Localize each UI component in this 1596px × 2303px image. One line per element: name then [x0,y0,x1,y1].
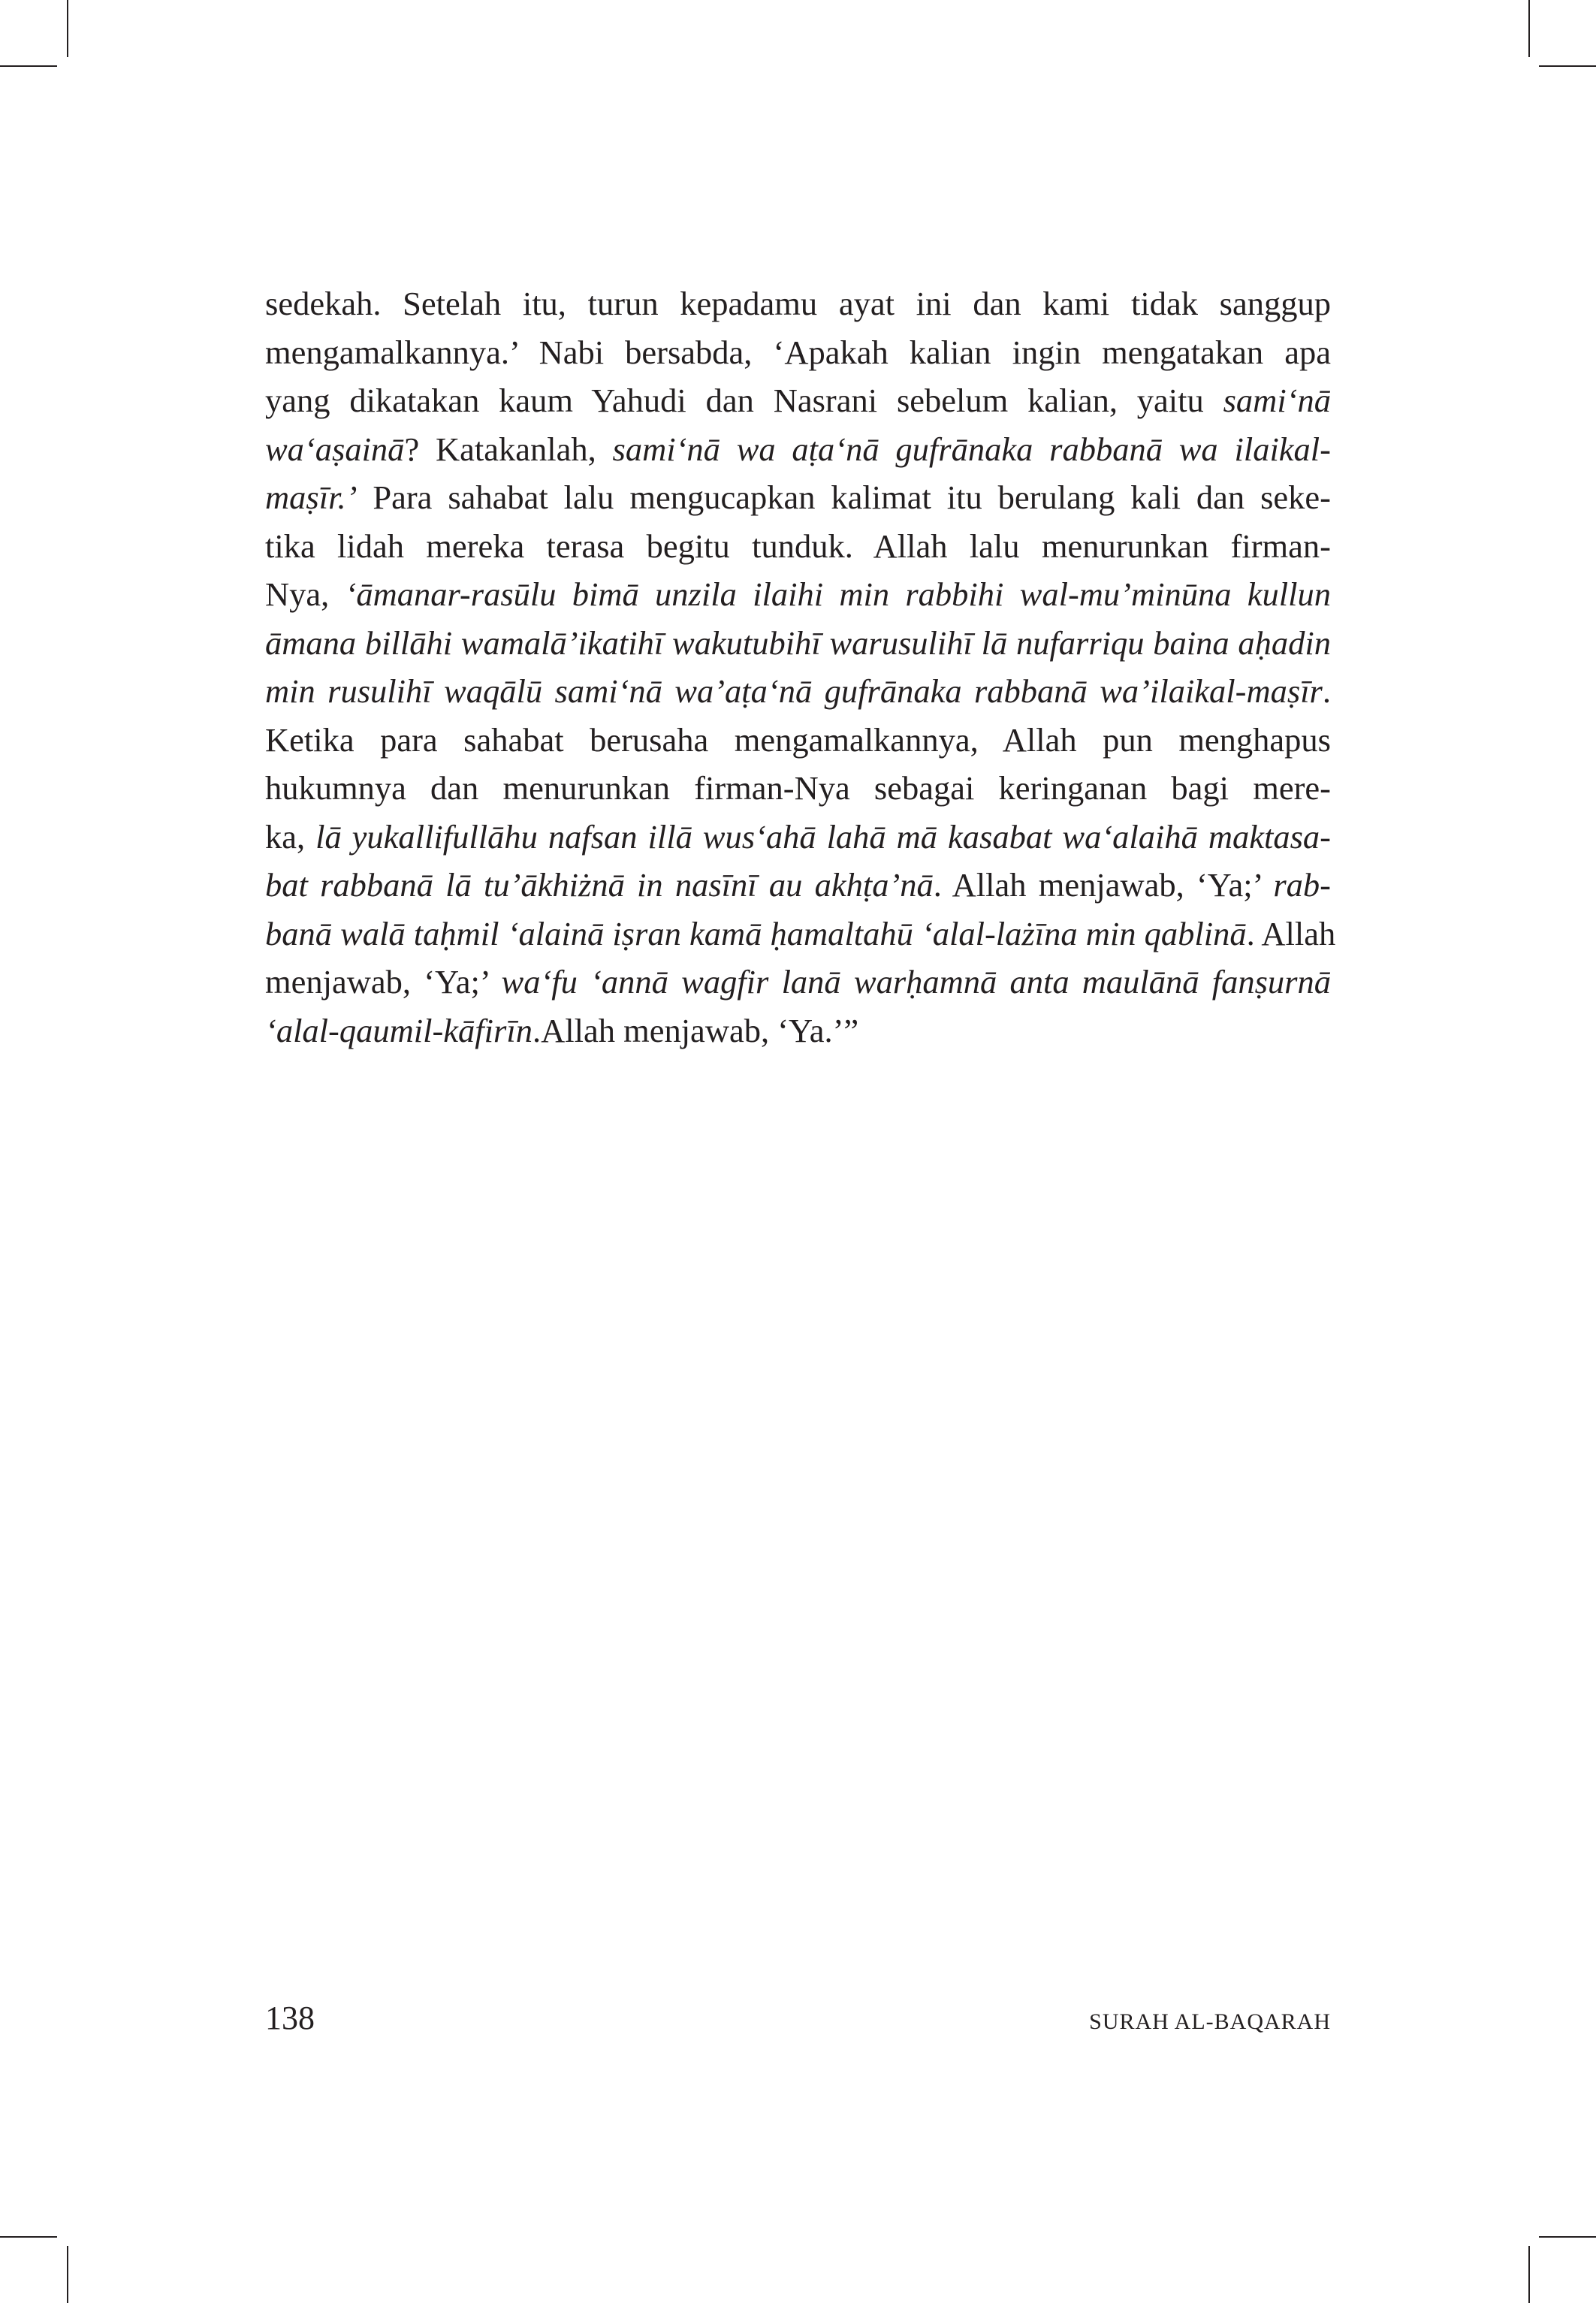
text-line [265,570,1331,619]
text-run: sedekah. Setelah itu, turun kepadamu ayat ini dan kami tidak sanggup [265,285,1331,322]
text-line [265,764,1331,813]
crop-mark-top-left-horizontal [0,65,57,67]
crop-mark-bottom-right-vertical [1528,2246,1530,2303]
text-line [265,667,1331,716]
text-run: Ketika para sahabat berusaha mengamalkannya, Allah pun menghapus [265,720,1331,759]
crop-mark-bottom-left-vertical [67,2246,68,2303]
page-number: 138 [265,2000,315,2036]
italic-transliteration: ‘āmanar-rasūlu bimā unzila ilaihi min rabbihi wal-mu’minūna kullun [345,575,1332,613]
crop-mark-bottom-right-horizontal [1539,2236,1596,2238]
running-head: SURAH AL-BAQARAH [1089,2009,1331,2034]
text-run: . Allah [1246,914,1336,952]
text-line [265,958,1331,1007]
text-line [265,279,1331,328]
text-line [265,861,1331,910]
text-line [265,328,1331,377]
crop-mark-top-right-vertical [1528,0,1530,57]
italic-transliteration: sami‘nā wa aṭa‘nā gufrānaka rabbanā wa ilaikal- [612,430,1331,468]
text-run: Nya, [265,575,345,613]
italic-transliteration: ‘alal-qaumil-kāfirīn [265,1011,533,1049]
text-line [265,425,1331,474]
text-line [265,522,1331,571]
text-run: .Allah menjawab, ‘Ya.’” [532,1011,859,1049]
body-paragraph [265,279,1336,1055]
text-run: hukumnya dan menurunkan firman-Nya sebagai keringanan bagi mere- [265,769,1331,807]
text-run: Para sahabat lalu mengucapkan kalimat itu berulang kali dan seke- [357,478,1331,516]
italic-transliteration: wa‘aṣainā [265,430,405,468]
text-run: ? Katakanlah, [404,430,613,468]
text-line [265,473,1331,522]
text-run: tika lidah mereka terasa begitu tunduk. Allah lalu menurunkan firman- [265,527,1331,565]
crop-mark-bottom-left-horizontal [0,2236,57,2238]
text-run: yang dikatakan kaum Yahudi dan Nasrani sebelum kalian, yaitu [265,382,1223,419]
text-run: . [1322,672,1331,710]
crop-mark-top-left-vertical [67,0,68,57]
text-run: . Allah menjawab, ‘Ya;’ [933,866,1274,904]
text-line [265,716,1331,765]
text-line [265,910,1336,958]
italic-transliteration: rab- [1273,866,1331,904]
text-line [265,1007,1331,1055]
text-line [265,376,1331,425]
text-line [265,813,1331,862]
italic-transliteration: bat rabbanā lā tu’ākhiżnā in nasīnī au akhṭa’nā [265,866,934,904]
italic-transliteration: wa‘fu ‘annā wagfir lanā warḥamnā anta maulānā fanṣurnā [501,963,1332,1001]
italic-transliteration: min rusulihī waqālū sami‘nā wa’aṭa‘nā gufrānaka rabbanā wa’ilaikal-maṣīr [265,672,1323,710]
text-run: mengamalkannya.’ Nabi bersabda, ‘Apakah kalian ingin mengatakan apa [265,333,1331,371]
italic-transliteration: lā yukallifullāhu nafsan illā wus‘ahā lahā mā kasabat wa‘alaihā maktasa- [315,817,1331,856]
text-line [265,619,1331,668]
crop-mark-top-right-horizontal [1539,65,1596,67]
italic-transliteration: banā walā taḥmil ‘alainā iṣran kamā ḥamaltahū ‘alal-lażīna min qablinā [265,914,1247,952]
italic-transliteration: maṣīr.’ [265,478,358,516]
text-run: ka, [265,817,316,856]
italic-transliteration: āmana billāhi wamalā’ikatihī wakutubihī warusulihī lā nufarriqu baina aḥadin [265,623,1331,662]
text-run: menjawab, ‘Ya;’ [265,963,502,1001]
italic-transliteration: sami‘nā [1223,382,1331,419]
